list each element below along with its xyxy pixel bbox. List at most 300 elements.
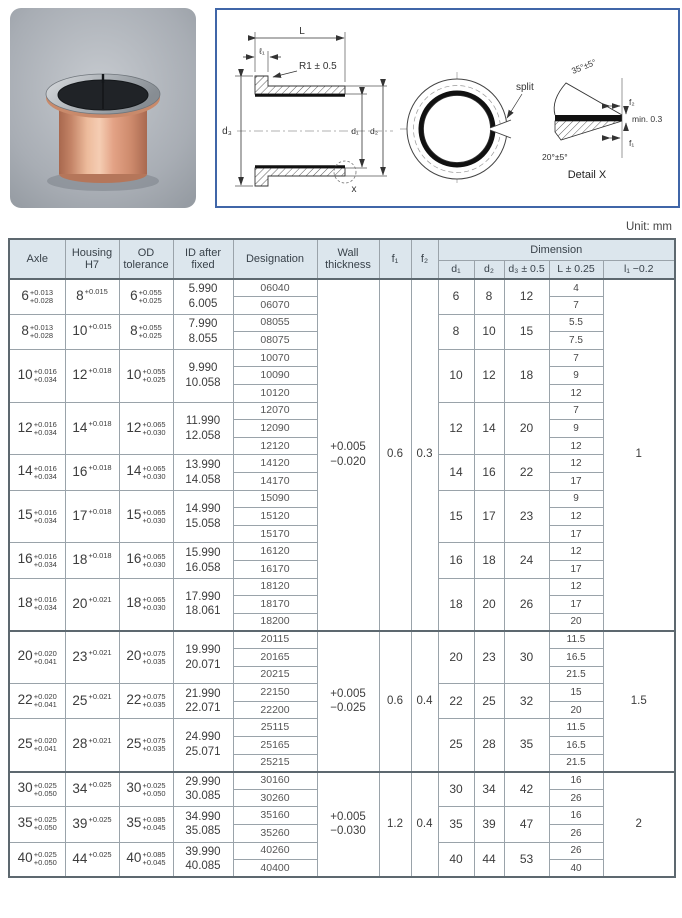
designation-cell: 20215 bbox=[233, 666, 317, 684]
axle-cell bbox=[9, 842, 65, 877]
length-cell: 16 bbox=[549, 772, 603, 790]
od-tolerance-cell-tol-upper: +0.065 bbox=[142, 419, 166, 429]
od-tolerance-cell-tol-upper: +0.085 bbox=[142, 850, 166, 860]
d2-cell: 16 bbox=[474, 455, 504, 490]
axle-cell-tol-lower: +0.034 bbox=[33, 515, 57, 525]
f2-cell: 0.4 bbox=[411, 631, 438, 772]
housing-cell-tol-upper: +0.018 bbox=[88, 507, 112, 517]
axle-cell bbox=[9, 349, 65, 402]
length-cell: 12 bbox=[549, 543, 603, 561]
d3-cell: 26 bbox=[504, 578, 549, 631]
wall-thickness-cell-line: −0.020 bbox=[330, 455, 366, 468]
od-tolerance-cell-value: 20 bbox=[126, 648, 142, 664]
housing-cell bbox=[65, 578, 119, 631]
d3-cell: 35 bbox=[504, 719, 549, 772]
housing-cell-value: 14 bbox=[72, 420, 88, 436]
axle-cell-tol-lower: +0.041 bbox=[33, 700, 57, 710]
axle-cell-tol-lower: +0.034 bbox=[33, 427, 57, 437]
housing-cell-tol-upper: +0.018 bbox=[88, 551, 112, 561]
id-after-fixed-cell bbox=[173, 684, 233, 719]
housing-cell-tolerance bbox=[88, 781, 111, 789]
axle-cell-tol-upper: +0.016 bbox=[33, 551, 57, 561]
d1-cell: 40 bbox=[438, 842, 474, 877]
d1-cell: 22 bbox=[438, 684, 474, 719]
designation-cell: 18200 bbox=[233, 613, 317, 631]
dim-L-label: L bbox=[299, 26, 305, 37]
designation-cell: 30260 bbox=[233, 789, 317, 807]
housing-cell-tolerance bbox=[88, 323, 111, 331]
od-tolerance-cell bbox=[119, 631, 173, 684]
d3-cell: 30 bbox=[504, 631, 549, 684]
table-row bbox=[9, 631, 675, 649]
housing-cell-value: 39 bbox=[72, 815, 88, 831]
d3-cell: 24 bbox=[504, 543, 549, 578]
od-tolerance-cell-tol-lower: +0.035 bbox=[142, 656, 166, 666]
col-header-d1: d₁ bbox=[438, 260, 474, 279]
col-header-dimension: Dimension bbox=[438, 239, 675, 260]
od-tolerance-cell-tol-lower: +0.045 bbox=[142, 823, 166, 833]
length-cell: 16 bbox=[549, 807, 603, 825]
d2-cell: 25 bbox=[474, 684, 504, 719]
od-tolerance-cell-tol-lower: +0.030 bbox=[142, 427, 166, 437]
length-cell: 5.5 bbox=[549, 314, 603, 332]
min-label: min. 0.3 bbox=[632, 114, 663, 124]
d1-cell: 6 bbox=[438, 279, 474, 314]
id-after-fixed-cell-line: 21.990 bbox=[185, 687, 221, 700]
axle-cell-value: 6 bbox=[21, 287, 29, 303]
length-cell: 7.5 bbox=[549, 332, 603, 350]
od-tolerance-cell-tolerance bbox=[142, 816, 165, 832]
detail-hatch bbox=[555, 121, 622, 140]
d1-cell: 8 bbox=[438, 314, 474, 349]
housing-cell-tolerance bbox=[88, 596, 111, 604]
designation-cell: 10120 bbox=[233, 385, 317, 403]
d2-label: d₂ bbox=[369, 126, 379, 136]
axle-cell-value: 40 bbox=[17, 850, 33, 866]
axle-cell-tol-upper: +0.016 bbox=[33, 419, 57, 429]
section-bottom-wall bbox=[255, 168, 345, 186]
designation-cell: 16120 bbox=[233, 543, 317, 561]
axle-cell-tol-upper: +0.025 bbox=[33, 850, 57, 860]
d1-cell: 14 bbox=[438, 455, 474, 490]
x-label: x bbox=[351, 184, 357, 195]
col-header-d2: d₂ bbox=[474, 260, 504, 279]
designation-cell: 14120 bbox=[233, 455, 317, 473]
housing-cell-tol-upper: +0.025 bbox=[88, 849, 112, 859]
axle-cell bbox=[9, 490, 65, 543]
axle-cell-tolerance bbox=[30, 289, 53, 305]
axle-cell-value: 35 bbox=[17, 815, 33, 831]
housing-cell bbox=[65, 314, 119, 349]
axle-cell-tol-upper: +0.016 bbox=[33, 463, 57, 473]
f2-cell: 0.4 bbox=[411, 772, 438, 878]
designation-cell: 35160 bbox=[233, 807, 317, 825]
d3-cell: 53 bbox=[504, 842, 549, 877]
housing-cell-tolerance bbox=[88, 737, 111, 745]
d1-label: d₁ bbox=[351, 126, 359, 136]
designation-cell: 15090 bbox=[233, 490, 317, 508]
id-after-fixed-cell bbox=[173, 402, 233, 455]
axle-cell-tolerance bbox=[34, 368, 57, 384]
axle-cell-tolerance bbox=[30, 324, 53, 340]
axle-cell-value: 15 bbox=[17, 507, 33, 523]
od-tolerance-cell-tolerance bbox=[142, 596, 165, 612]
length-cell: 20 bbox=[549, 701, 603, 719]
length-cell: 15 bbox=[549, 684, 603, 702]
designation-cell: 22200 bbox=[233, 701, 317, 719]
axle-cell-tolerance bbox=[34, 465, 57, 481]
designation-cell: 25115 bbox=[233, 719, 317, 737]
od-tolerance-cell-tolerance bbox=[139, 289, 162, 305]
l1-cell: 2 bbox=[603, 772, 675, 878]
od-tolerance-cell-value: 10 bbox=[126, 366, 142, 382]
axle-cell bbox=[9, 772, 65, 807]
axle-cell-tol-upper: +0.016 bbox=[33, 595, 57, 605]
id-after-fixed-cell-line: 19.990 bbox=[185, 644, 221, 657]
housing-cell-tol-upper: +0.018 bbox=[88, 463, 112, 473]
housing-cell-value: 12 bbox=[72, 367, 88, 383]
f1-cell: 1.2 bbox=[379, 772, 411, 878]
id-after-fixed-cell-line: 14.990 bbox=[185, 503, 221, 516]
col-header-l1: l₁ −0.2 bbox=[603, 260, 675, 279]
axle-cell-value: 16 bbox=[17, 551, 33, 567]
od-tolerance-cell bbox=[119, 490, 173, 543]
od-tolerance-cell-tolerance bbox=[142, 782, 165, 798]
d2-cell: 14 bbox=[474, 402, 504, 455]
designation-cell: 40260 bbox=[233, 842, 317, 860]
axle-cell bbox=[9, 578, 65, 631]
id-after-fixed-cell-line: 5.990 bbox=[188, 283, 218, 296]
col-header-designation: Designation bbox=[233, 239, 317, 279]
housing-cell-tolerance bbox=[88, 508, 111, 516]
length-cell: 21.5 bbox=[549, 666, 603, 684]
id-after-fixed-cell-line: 12.058 bbox=[185, 429, 221, 442]
axle-cell-value: 20 bbox=[17, 648, 33, 664]
f1-cell: 0.6 bbox=[379, 631, 411, 772]
housing-cell-tol-upper: +0.025 bbox=[88, 815, 112, 824]
col-header-f2: f₂ bbox=[411, 239, 438, 279]
id-after-fixed-cell bbox=[173, 719, 233, 772]
axle-cell-tol-upper: +0.013 bbox=[29, 322, 54, 332]
housing-cell-tolerance bbox=[85, 288, 108, 296]
detail-liner-bar bbox=[555, 115, 622, 121]
housing-cell bbox=[65, 631, 119, 684]
od-tolerance-cell-tol-upper: +0.025 bbox=[142, 780, 166, 790]
od-tolerance-cell-tol-upper: +0.065 bbox=[142, 507, 166, 517]
d1-cell: 25 bbox=[438, 719, 474, 772]
id-after-fixed-cell bbox=[173, 842, 233, 877]
designation-cell: 22150 bbox=[233, 684, 317, 702]
od-tolerance-cell-tol-upper: +0.065 bbox=[142, 595, 166, 605]
axle-cell-tol-lower: +0.050 bbox=[33, 858, 57, 868]
product-photo-panel bbox=[10, 8, 196, 208]
axle-cell-tol-lower: +0.041 bbox=[33, 744, 57, 754]
length-cell: 9 bbox=[549, 367, 603, 385]
d3-cell: 42 bbox=[504, 772, 549, 807]
designation-cell: 14170 bbox=[233, 473, 317, 491]
od-tolerance-cell-tol-lower: +0.025 bbox=[142, 374, 166, 384]
length-cell: 16.5 bbox=[549, 648, 603, 666]
d2-cell: 23 bbox=[474, 631, 504, 684]
d3-cell: 22 bbox=[504, 455, 549, 490]
designation-cell: 40400 bbox=[233, 860, 317, 878]
d2-cell: 8 bbox=[474, 279, 504, 314]
axle-cell-tolerance bbox=[34, 782, 57, 798]
axle-cell-tolerance bbox=[34, 737, 57, 753]
length-cell: 26 bbox=[549, 842, 603, 860]
col-header-od-tolerance: OD tolerance bbox=[119, 239, 173, 279]
od-tolerance-cell-tol-lower: +0.050 bbox=[142, 788, 166, 798]
od-tolerance-cell-tol-upper: +0.075 bbox=[142, 648, 166, 658]
d2-cell: 17 bbox=[474, 490, 504, 543]
id-after-fixed-cell-line: 14.058 bbox=[185, 473, 221, 486]
housing-cell-tolerance bbox=[88, 816, 111, 824]
housing-cell-tolerance bbox=[88, 420, 111, 428]
od-tolerance-cell-tol-upper: +0.055 bbox=[142, 366, 166, 376]
od-tolerance-cell-tol-upper: +0.075 bbox=[142, 692, 166, 702]
l1-cell: 1.5 bbox=[603, 631, 675, 772]
housing-cell bbox=[65, 349, 119, 402]
od-tolerance-cell-value: 18 bbox=[126, 595, 142, 611]
housing-cell-tol-upper: +0.025 bbox=[88, 780, 112, 790]
designation-cell: 10090 bbox=[233, 367, 317, 385]
housing-cell bbox=[65, 279, 119, 314]
axle-cell-value: 14 bbox=[17, 463, 33, 479]
front-view bbox=[400, 72, 534, 186]
axle-cell-tol-lower: +0.041 bbox=[33, 656, 57, 666]
f2-cell: 0.3 bbox=[411, 279, 438, 631]
od-tolerance-cell-tolerance bbox=[142, 465, 165, 481]
designation-cell: 16170 bbox=[233, 561, 317, 579]
od-tolerance-cell bbox=[119, 842, 173, 877]
split-leader bbox=[507, 94, 522, 118]
wall-thickness-cell bbox=[317, 772, 379, 878]
od-tolerance-cell-tolerance bbox=[142, 693, 165, 709]
axle-cell-tolerance bbox=[34, 693, 57, 709]
d1-cell: 18 bbox=[438, 578, 474, 631]
length-cell: 12 bbox=[549, 455, 603, 473]
id-after-fixed-cell bbox=[173, 772, 233, 807]
housing-cell-value: 8 bbox=[76, 288, 84, 304]
housing-cell bbox=[65, 490, 119, 543]
length-cell: 17 bbox=[549, 473, 603, 491]
f1-cell: 0.6 bbox=[379, 279, 411, 631]
housing-cell-tolerance bbox=[88, 552, 111, 560]
designation-cell: 20165 bbox=[233, 648, 317, 666]
id-after-fixed-cell-line: 7.990 bbox=[188, 318, 218, 331]
axle-cell-tol-lower: +0.034 bbox=[33, 559, 57, 569]
axle-cell-tolerance bbox=[34, 816, 57, 832]
axle-cell bbox=[9, 631, 65, 684]
axle-cell-tol-lower: +0.050 bbox=[33, 823, 57, 833]
od-tolerance-cell-tolerance bbox=[139, 324, 162, 340]
id-after-fixed-cell bbox=[173, 279, 233, 314]
axle-cell-tolerance bbox=[34, 553, 57, 569]
id-after-fixed-cell bbox=[173, 349, 233, 402]
axle-cell-tol-lower: +0.034 bbox=[33, 471, 57, 481]
od-tolerance-cell-tol-upper: +0.085 bbox=[142, 815, 166, 825]
id-after-fixed-cell bbox=[173, 490, 233, 543]
id-after-fixed-cell bbox=[173, 455, 233, 490]
od-tolerance-cell bbox=[119, 772, 173, 807]
d2-cell: 18 bbox=[474, 543, 504, 578]
length-cell: 20 bbox=[549, 613, 603, 631]
axle-cell-value: 12 bbox=[17, 419, 33, 435]
id-after-fixed-cell-line: 24.990 bbox=[185, 731, 221, 744]
housing-cell-tol-upper: +0.021 bbox=[88, 735, 112, 745]
housing-cell-tolerance bbox=[88, 693, 111, 701]
d3-label: d₃ bbox=[222, 126, 232, 137]
axle-cell-tolerance bbox=[34, 650, 57, 666]
d3-cell: 15 bbox=[504, 314, 549, 349]
designation-cell: 25215 bbox=[233, 754, 317, 772]
axle-cell-tol-upper: +0.020 bbox=[33, 648, 57, 658]
od-tolerance-cell-tolerance bbox=[142, 421, 165, 437]
od-tolerance-cell bbox=[119, 807, 173, 842]
id-after-fixed-cell-line: 16.058 bbox=[185, 561, 221, 574]
axle-cell-value: 8 bbox=[21, 322, 29, 338]
wall-thickness-cell-line: +0.005 bbox=[330, 810, 366, 823]
housing-cell-value: 23 bbox=[72, 649, 88, 665]
axle-cell-tolerance bbox=[34, 509, 57, 525]
od-tolerance-cell bbox=[119, 719, 173, 772]
length-cell: 17 bbox=[549, 596, 603, 614]
od-tolerance-cell-tol-lower: +0.030 bbox=[142, 515, 166, 525]
id-after-fixed-cell-line: 15.990 bbox=[185, 547, 221, 559]
id-after-fixed-cell-line: 29.990 bbox=[185, 775, 221, 788]
housing-cell-tolerance bbox=[88, 464, 111, 472]
d2-cell: 39 bbox=[474, 807, 504, 842]
angle-top-label: 35°±5° bbox=[570, 56, 598, 76]
wall-thickness-cell bbox=[317, 279, 379, 631]
od-tolerance-cell-tol-lower: +0.030 bbox=[142, 471, 166, 481]
housing-cell bbox=[65, 543, 119, 578]
id-after-fixed-cell bbox=[173, 578, 233, 631]
designation-cell: 15120 bbox=[233, 508, 317, 526]
detail-caption: Detail X bbox=[567, 169, 607, 181]
axle-cell-value: 18 bbox=[17, 595, 33, 611]
cross-section-view bbox=[222, 26, 393, 195]
spec-table-header bbox=[9, 239, 675, 279]
axle-cell-tol-upper: +0.020 bbox=[33, 736, 57, 746]
housing-cell-tol-upper: +0.021 bbox=[88, 648, 112, 658]
d2-cell: 20 bbox=[474, 578, 504, 631]
od-tolerance-cell-value: 25 bbox=[126, 735, 142, 751]
length-cell: 7 bbox=[549, 297, 603, 315]
radius-label: R1 ± 0.5 bbox=[299, 61, 337, 72]
id-after-fixed-cell-line: 40.085 bbox=[185, 860, 221, 873]
d1-cell: 10 bbox=[438, 349, 474, 402]
d1-cell: 20 bbox=[438, 631, 474, 684]
d1-cell: 12 bbox=[438, 402, 474, 455]
od-tolerance-cell bbox=[119, 455, 173, 490]
d1-cell: 35 bbox=[438, 807, 474, 842]
length-cell: 26 bbox=[549, 824, 603, 842]
designation-cell: 12090 bbox=[233, 420, 317, 438]
col-header-housing: Housing H7 bbox=[65, 239, 119, 279]
axle-cell-tol-lower: +0.028 bbox=[29, 330, 54, 340]
col-header-d3: d₃ ± 0.5 bbox=[504, 260, 549, 279]
wall-thickness-cell-line: −0.025 bbox=[330, 702, 366, 715]
designation-cell: 12070 bbox=[233, 402, 317, 420]
designation-cell: 08055 bbox=[233, 314, 317, 332]
id-after-fixed-cell bbox=[173, 631, 233, 684]
od-tolerance-cell-value: 14 bbox=[126, 463, 142, 479]
axle-cell bbox=[9, 279, 65, 314]
col-header-f1: f₁ bbox=[379, 239, 411, 279]
housing-cell-value: 17 bbox=[72, 508, 88, 524]
od-tolerance-cell-value: 8 bbox=[130, 322, 138, 338]
axle-cell bbox=[9, 684, 65, 719]
length-cell: 12 bbox=[549, 578, 603, 596]
od-tolerance-cell-tolerance bbox=[142, 509, 165, 525]
length-cell: 11.5 bbox=[549, 631, 603, 649]
od-tolerance-cell bbox=[119, 578, 173, 631]
axle-cell-tolerance bbox=[34, 596, 57, 612]
id-after-fixed-cell-line: 22.071 bbox=[185, 702, 221, 715]
od-tolerance-cell-tol-lower: +0.030 bbox=[142, 559, 166, 569]
axle-cell bbox=[9, 455, 65, 490]
axle-cell-tol-upper: +0.016 bbox=[33, 366, 57, 376]
od-tolerance-cell bbox=[119, 543, 173, 578]
length-cell: 12 bbox=[549, 508, 603, 526]
housing-cell bbox=[65, 684, 119, 719]
d1-cell: 30 bbox=[438, 772, 474, 807]
technical-drawing bbox=[217, 10, 678, 206]
d1-cell: 15 bbox=[438, 490, 474, 543]
housing-cell-tolerance bbox=[88, 367, 111, 375]
d3-cell: 20 bbox=[504, 402, 549, 455]
id-after-fixed-cell-line: 34.990 bbox=[185, 810, 221, 823]
housing-cell-value: 10 bbox=[72, 323, 88, 339]
d3-cell: 23 bbox=[504, 490, 549, 543]
id-after-fixed-cell-line: 13.990 bbox=[185, 459, 221, 472]
wall-thickness-cell bbox=[317, 631, 379, 772]
detail-x-view bbox=[542, 57, 663, 181]
housing-cell-tol-upper: +0.015 bbox=[88, 322, 112, 332]
id-after-fixed-cell-line: 18.061 bbox=[185, 605, 221, 618]
od-tolerance-cell bbox=[119, 314, 173, 349]
length-cell: 7 bbox=[549, 349, 603, 367]
id-after-fixed-cell bbox=[173, 543, 233, 578]
col-header-id-after-fixed: ID after fixed bbox=[173, 239, 233, 279]
od-tolerance-cell-tolerance bbox=[142, 737, 165, 753]
axle-cell-tol-upper: +0.025 bbox=[33, 815, 57, 825]
length-cell: 16.5 bbox=[549, 736, 603, 754]
axle-cell-tol-lower: +0.034 bbox=[33, 603, 57, 613]
d1-cell: 16 bbox=[438, 543, 474, 578]
d3-cell: 32 bbox=[504, 684, 549, 719]
axle-cell-value: 30 bbox=[17, 780, 33, 796]
axle-cell bbox=[9, 807, 65, 842]
axle-cell bbox=[9, 314, 65, 349]
od-tolerance-cell-tol-upper: +0.065 bbox=[142, 551, 166, 561]
housing-cell-tol-upper: +0.015 bbox=[84, 287, 108, 297]
wall-thickness-cell-line: −0.030 bbox=[330, 825, 366, 838]
axle-cell bbox=[9, 402, 65, 455]
housing-cell-value: 20 bbox=[72, 595, 88, 611]
housing-cell-value: 28 bbox=[72, 736, 88, 752]
d2-cell: 44 bbox=[474, 842, 504, 877]
id-after-fixed-cell-line: 25.071 bbox=[185, 745, 221, 758]
designation-cell: 25165 bbox=[233, 736, 317, 754]
designation-cell: 35260 bbox=[233, 824, 317, 842]
axle-cell-value: 10 bbox=[17, 366, 33, 382]
od-tolerance-cell-tol-lower: +0.035 bbox=[142, 744, 166, 754]
designation-cell: 20115 bbox=[233, 631, 317, 649]
od-tolerance-cell-tol-lower: +0.025 bbox=[138, 295, 162, 305]
length-cell: 4 bbox=[549, 279, 603, 297]
